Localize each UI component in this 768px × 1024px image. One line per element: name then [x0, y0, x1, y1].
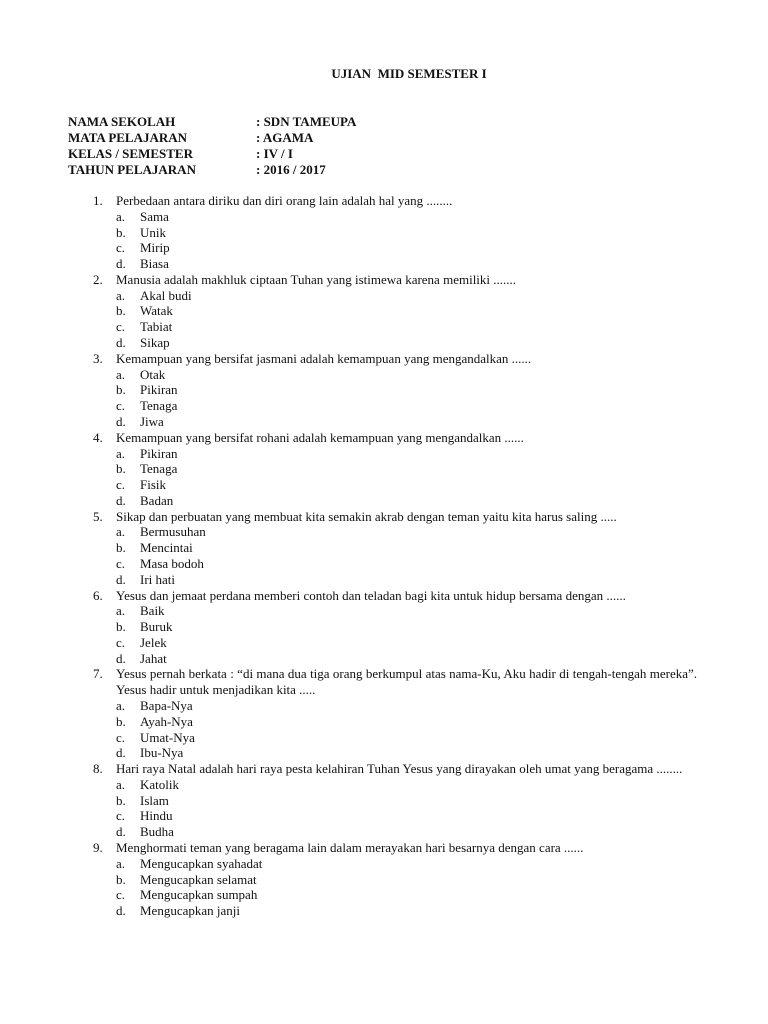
answer-option — [116, 651, 697, 667]
option-letter: d. — [116, 492, 126, 508]
option-text: Watak — [140, 303, 173, 319]
option-text: Biasa — [140, 256, 169, 272]
option-letter: a. — [116, 524, 126, 540]
option-letter: d. — [116, 650, 126, 666]
question-item — [93, 272, 697, 351]
answer-option — [116, 524, 697, 540]
question-text: Perbedaan antara diriku dan diri orang lain adalah hal yang ........ — [116, 193, 453, 208]
exam-info — [68, 114, 356, 178]
answer-option — [116, 808, 697, 824]
answer-option — [116, 777, 697, 793]
answer-option — [116, 856, 697, 872]
option-text: Tabiat — [140, 319, 173, 335]
option-letter: d. — [116, 571, 126, 587]
info-value: : 2016 / 2017 — [256, 162, 326, 177]
option-letter: b. — [116, 461, 126, 477]
option-letter: a. — [116, 208, 126, 224]
page-title: UJIAN MID SEMESTER I — [331, 66, 487, 81]
info-value: : SDN TAMEUPA — [256, 114, 357, 129]
option-letter: a. — [116, 603, 126, 619]
answer-option — [116, 714, 697, 730]
option-letter: b. — [116, 303, 126, 319]
question-item — [93, 840, 697, 919]
answer-option — [116, 493, 697, 509]
option-text: Fisik — [140, 477, 167, 493]
answer-option — [116, 319, 697, 335]
option-text: Hindu — [140, 808, 173, 824]
info-value: : IV / I — [256, 146, 293, 161]
option-text: Ibu-Nya — [140, 745, 184, 761]
answer-option — [116, 603, 697, 619]
answer-option — [116, 635, 697, 651]
answer-option — [116, 745, 697, 761]
question-text: Kemampuan yang bersifat rohani adalah kemampuan yang mengandalkan ...... — [116, 429, 524, 445]
option-letter: b. — [116, 713, 126, 729]
answer-option — [116, 382, 697, 398]
option-letter: b. — [116, 382, 126, 398]
option-text: Islam — [140, 792, 169, 808]
option-letter: c. — [116, 887, 126, 903]
info-label: NAMA SEKOLAH — [68, 114, 176, 129]
option-letter: c. — [116, 240, 126, 256]
answer-option — [116, 209, 697, 225]
option-letter: d. — [116, 413, 126, 429]
answer-option — [116, 446, 697, 462]
option-letter: d. — [116, 256, 126, 272]
option-letter: b. — [116, 792, 126, 808]
option-letter: a. — [116, 366, 126, 382]
info-label: TAHUN PELAJARAN — [68, 162, 196, 177]
option-letter: b. — [116, 619, 126, 635]
option-text: Baik — [140, 603, 165, 619]
question-item — [93, 761, 697, 840]
question-number: 9. — [93, 840, 103, 856]
option-text: Badan — [140, 492, 174, 508]
answer-option — [116, 556, 697, 572]
answer-option — [116, 477, 697, 493]
info-label: MATA PELAJARAN — [68, 130, 188, 145]
option-letter: a. — [116, 776, 126, 792]
option-text: Jelek — [140, 634, 167, 650]
option-text: Mirip — [140, 240, 170, 256]
question-text: Kemampuan yang bersifat jasmani adalah kemampuan yang mengandalkan ...... — [116, 350, 532, 366]
option-letter: c. — [116, 729, 126, 745]
option-text: Sikap — [140, 335, 170, 351]
option-text: Masa bodoh — [140, 555, 204, 571]
option-letter: a. — [116, 698, 126, 713]
option-letter: b. — [116, 871, 126, 887]
option-letter: c. — [116, 477, 126, 493]
option-letter: d. — [116, 824, 126, 840]
answer-option — [116, 887, 697, 903]
question-number: 4. — [93, 429, 103, 445]
question-text: Yesus pernah berkata : “di mana dua tiga orang berkumpul atas nama-Ku, Aku hadir di tengah-tengah mereka”. Yesus hadir untuk menjadikan kita ..... — [116, 666, 697, 698]
option-text: Otak — [140, 366, 166, 382]
answer-option — [116, 240, 697, 256]
option-text: Mengucapkan janji — [140, 903, 240, 919]
question-item — [93, 430, 697, 509]
option-text: Pikiran — [140, 445, 178, 461]
option-text: Mengucapkan sumpah — [140, 887, 258, 903]
option-letter: c. — [116, 555, 126, 571]
question-number: 8. — [93, 761, 103, 777]
option-letter: d. — [116, 903, 126, 919]
info-row — [68, 130, 356, 146]
option-text: Ayah-Nya — [140, 713, 193, 729]
option-text: Pikiran — [140, 382, 178, 398]
answer-option — [116, 793, 697, 809]
question-item — [93, 588, 697, 667]
answer-option — [116, 225, 697, 241]
question-number: 6. — [93, 587, 103, 603]
option-text: Tenaga — [140, 461, 178, 477]
option-letter: c. — [116, 808, 126, 824]
option-text: Katolik — [140, 776, 179, 792]
option-letter: a. — [116, 287, 126, 303]
option-text: Sama — [140, 208, 169, 224]
answer-option — [116, 414, 697, 430]
option-text: Iri hati — [140, 571, 176, 587]
option-text: Unik — [140, 224, 166, 240]
option-text: Jiwa — [140, 413, 164, 429]
option-text: Budha — [140, 824, 174, 840]
option-text: Bermusuhan — [140, 524, 206, 540]
answer-option — [116, 398, 697, 414]
info-value: : AGAMA — [256, 130, 314, 145]
question-text: Menghormati teman yang beragama lain dalam merayakan hari besarnya dengan cara ...... — [116, 840, 584, 856]
answer-option — [116, 619, 697, 635]
info-row — [68, 146, 356, 162]
question-text: Sikap dan perbuatan yang membuat kita semakin akrab dengan teman yaitu kita harus saling ..... — [116, 508, 617, 524]
option-text: Bapa-Nya — [140, 698, 193, 713]
question-item — [93, 193, 697, 272]
option-text: Buruk — [140, 619, 173, 635]
answer-option — [116, 288, 697, 304]
option-text: Tenaga — [140, 398, 178, 414]
info-row — [68, 162, 356, 178]
info-label: KELAS / SEMESTER — [68, 146, 193, 161]
option-text: Mengucapkan syahadat — [140, 855, 263, 871]
option-letter: b. — [116, 540, 126, 556]
answer-option — [116, 256, 697, 272]
question-number: 1. — [93, 193, 103, 208]
answer-option — [116, 872, 697, 888]
answer-option — [116, 698, 697, 714]
option-letter: d. — [116, 745, 126, 761]
option-text: Akal budi — [140, 287, 192, 303]
answer-option — [116, 335, 697, 351]
option-text: Jahat — [140, 650, 167, 666]
question-item — [93, 509, 697, 588]
option-letter: a. — [116, 445, 126, 461]
answer-option — [116, 461, 697, 477]
option-text: Mencintai — [140, 540, 193, 556]
question-item — [93, 666, 697, 761]
question-text: Yesus dan jemaat perdana memberi contoh dan teladan bagi kita untuk hidup bersama dengan ...... — [116, 587, 626, 603]
option-letter: b. — [116, 224, 126, 240]
option-letter: c. — [116, 319, 126, 335]
option-text: Umat-Nya — [140, 729, 195, 745]
option-letter: c. — [116, 398, 126, 414]
answer-option — [116, 730, 697, 746]
question-number: 7. — [93, 666, 103, 682]
option-text: Mengucapkan selamat — [140, 871, 257, 887]
option-letter: c. — [116, 634, 126, 650]
question-number: 2. — [93, 271, 103, 287]
answer-option — [116, 903, 697, 919]
question-list — [93, 193, 697, 919]
question-number: 3. — [93, 350, 103, 366]
answer-option — [116, 572, 697, 588]
question-text: Hari raya Natal adalah hari raya pesta kelahiran Tuhan Yesus yang dirayakan oleh umat yang beragama ........ — [116, 761, 683, 777]
answer-option — [116, 540, 697, 556]
answer-option — [116, 367, 697, 383]
question-number: 5. — [93, 508, 103, 524]
question-item — [93, 351, 697, 430]
info-row — [68, 114, 356, 130]
question-text: Manusia adalah makhluk ciptaan Tuhan yang istimewa karena memiliki ....... — [116, 271, 517, 287]
option-letter: d. — [116, 335, 126, 351]
answer-option — [116, 303, 697, 319]
option-letter: a. — [116, 855, 126, 871]
answer-option — [116, 824, 697, 840]
